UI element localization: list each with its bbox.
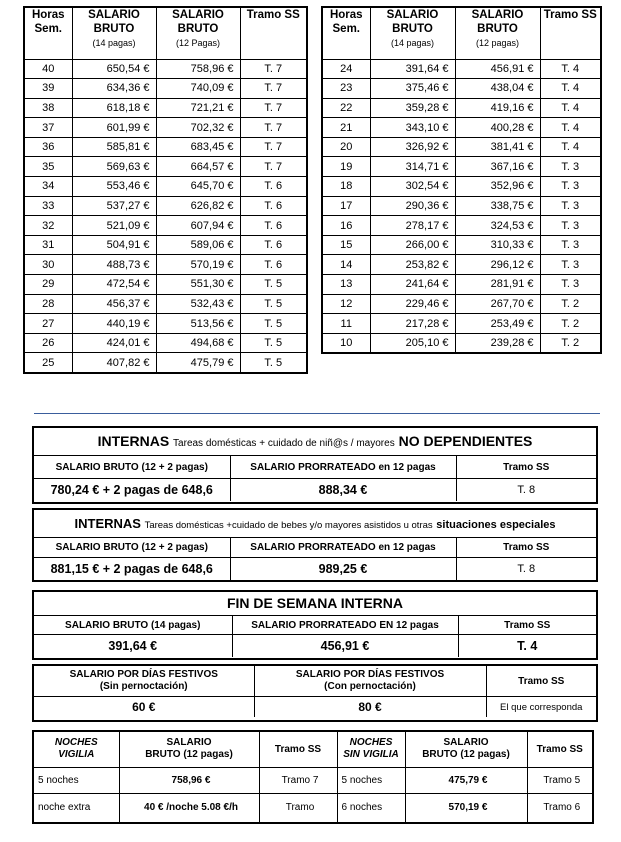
table-row bbox=[322, 98, 601, 118]
table-row bbox=[24, 157, 307, 177]
cell-tramo: T. 4 bbox=[540, 137, 601, 157]
cell-salario-14: 217,28 € bbox=[370, 314, 455, 334]
table-row bbox=[24, 333, 307, 353]
cell-salario-12: 721,21 € bbox=[156, 98, 240, 118]
cell-salario-14: 407,82 € bbox=[72, 353, 156, 373]
cell-salario-12: 281,91 € bbox=[455, 275, 540, 295]
col-salario-bruto: SALARIO BRUTO (12 + 2 pagas) bbox=[34, 456, 230, 479]
header-horas: Horas Sem. bbox=[322, 7, 370, 59]
noches-table bbox=[32, 730, 594, 824]
value-salario-prorrateado: 989,25 € bbox=[230, 558, 456, 581]
cell-horas: 19 bbox=[322, 157, 370, 177]
header-salario-12: SALARIO BRUTO (12 pagas) bbox=[455, 7, 540, 59]
cell-horas: 16 bbox=[322, 216, 370, 236]
table-row bbox=[322, 255, 601, 275]
table-row bbox=[24, 79, 307, 99]
cell-salario-14: 440,19 € bbox=[72, 314, 156, 334]
table-row bbox=[322, 294, 601, 314]
col-tramo: Tramo SS bbox=[518, 675, 565, 687]
table-row bbox=[322, 177, 601, 197]
cell-horas: 10 bbox=[322, 333, 370, 353]
header-salario-12: SALARIO BRUTO (12 Pagas) bbox=[156, 7, 240, 59]
cell-salario-14: 290,36 € bbox=[370, 196, 455, 216]
value-salario-bruto: 881,15 € + 2 pagas de 648,6 bbox=[34, 558, 230, 581]
cell-salario-12: 239,28 € bbox=[455, 333, 540, 353]
cell-tramo: T. 5 bbox=[240, 314, 307, 334]
value-tramo: T. 4 bbox=[458, 635, 596, 658]
cell-salario-12: 513,56 € bbox=[156, 314, 240, 334]
cell-tramo: T. 3 bbox=[540, 275, 601, 295]
cell-horas: 37 bbox=[24, 118, 72, 138]
table-row bbox=[322, 79, 601, 99]
box-title: FIN DE SEMANA INTERNA bbox=[34, 592, 596, 616]
cell-salario-14: 241,64 € bbox=[370, 275, 455, 295]
value-tramo: T. 8 bbox=[456, 479, 596, 502]
value-tramo: T. 8 bbox=[456, 558, 596, 581]
cell-salario-14: 229,46 € bbox=[370, 294, 455, 314]
table-row bbox=[33, 793, 593, 823]
cell-horas: 38 bbox=[24, 98, 72, 118]
cell-tramo: T. 5 bbox=[240, 275, 307, 295]
cell-salario-12: 367,16 € bbox=[455, 157, 540, 177]
cell-horas: 31 bbox=[24, 235, 72, 255]
table-row bbox=[322, 137, 601, 157]
cell-salario-12: 589,06 € bbox=[156, 235, 240, 255]
cell-horas: 32 bbox=[24, 216, 72, 236]
cell-salario-14: 488,73 € bbox=[72, 255, 156, 275]
cell-salario-12: 352,96 € bbox=[455, 177, 540, 197]
cell-salario-14: 343,10 € bbox=[370, 118, 455, 138]
table-row bbox=[24, 294, 307, 314]
header-salario-14: SALARIO BRUTO (14 pagas) bbox=[370, 7, 455, 59]
cell-salario-14: 521,09 € bbox=[72, 216, 156, 236]
col-salario-prorrateado: SALARIO PRORRATEADO en 12 pagas bbox=[230, 538, 456, 558]
cell-salario-14: 253,82 € bbox=[370, 255, 455, 275]
cell-salario-14: 601,99 € bbox=[72, 118, 156, 138]
cell-salario-14: 278,17 € bbox=[370, 216, 455, 236]
cell-horas: 20 bbox=[322, 137, 370, 157]
dias-festivos-box bbox=[32, 664, 598, 722]
cell-salario-14: 504,91 € bbox=[72, 235, 156, 255]
cell-salario-12: 758,96 € bbox=[156, 59, 240, 79]
cell-salario-14: 359,28 € bbox=[370, 98, 455, 118]
cell-salario-14: 585,81 € bbox=[72, 137, 156, 157]
col-festivos-con-pernoctacion: SALARIO POR DÍAS FESTIVOS (Con pernoctación) bbox=[254, 666, 486, 697]
value-salario-prorrateado: 456,91 € bbox=[232, 635, 458, 658]
cell-salario-14: 391,64 € bbox=[370, 59, 455, 79]
cell-tramo: T. 3 bbox=[540, 216, 601, 236]
cell-tramo: T. 6 bbox=[240, 196, 307, 216]
cell-tramo: T. 2 bbox=[540, 314, 601, 334]
header-tramo: Tramo SS bbox=[540, 7, 601, 59]
cell-tramo: T. 4 bbox=[540, 98, 601, 118]
cell-tramo: T. 3 bbox=[540, 177, 601, 197]
cell-salario-14: 302,54 € bbox=[370, 177, 455, 197]
cell-tramo: T. 6 bbox=[240, 216, 307, 236]
table-row bbox=[24, 235, 307, 255]
cell-horas: 17 bbox=[322, 196, 370, 216]
cell-horas: 11 bbox=[322, 314, 370, 334]
table-row bbox=[322, 235, 601, 255]
divider-line bbox=[34, 413, 600, 414]
cell-horas: 26 bbox=[24, 333, 72, 353]
cell-horas: 34 bbox=[24, 177, 72, 197]
cell-tramo: T. 6 bbox=[240, 255, 307, 275]
cell-tramo-sin-vigilia: Tramo 6 bbox=[527, 793, 593, 823]
cell-tramo: T. 7 bbox=[240, 98, 307, 118]
cell-salario-14: 472,54 € bbox=[72, 275, 156, 295]
cell-salario-12: 626,82 € bbox=[156, 196, 240, 216]
cell-horas: 14 bbox=[322, 255, 370, 275]
cell-salario-14: 618,18 € bbox=[72, 98, 156, 118]
header-salario-bruto: SALARIO BRUTO (12 pagas) bbox=[405, 731, 527, 767]
col-tramo: Tramo SS bbox=[456, 538, 596, 558]
cell-salario-14: 537,27 € bbox=[72, 196, 156, 216]
table-row bbox=[33, 767, 593, 793]
table-row bbox=[24, 137, 307, 157]
cell-salario-14: 205,10 € bbox=[370, 333, 455, 353]
cell-tramo: T. 5 bbox=[240, 353, 307, 373]
cell-horas: 40 bbox=[24, 59, 72, 79]
cell-salario-12: 338,75 € bbox=[455, 196, 540, 216]
salary-table-right bbox=[321, 6, 602, 354]
cell-tramo: T. 2 bbox=[540, 294, 601, 314]
box-title: INTERNAS Tareas domésticas + cuidado de niñ@s / mayores NO DEPENDIENTES bbox=[34, 428, 596, 456]
cell-tramo: T. 3 bbox=[540, 255, 601, 275]
cell-salario-12: 324,53 € bbox=[455, 216, 540, 236]
cell-salario-14: 314,71 € bbox=[370, 157, 455, 177]
cell-salario-sin-vigilia: 570,19 € bbox=[405, 793, 527, 823]
cell-noches-vigilia: 5 noches bbox=[33, 767, 119, 793]
cell-salario-vigilia: 40 € /noche 5.08 €/h bbox=[119, 793, 259, 823]
col-tramo: Tramo SS bbox=[458, 616, 596, 635]
cell-salario-12: 494,68 € bbox=[156, 333, 240, 353]
cell-salario-12: 419,16 € bbox=[455, 98, 540, 118]
cell-salario-12: 702,32 € bbox=[156, 118, 240, 138]
cell-horas: 35 bbox=[24, 157, 72, 177]
cell-tramo: T. 4 bbox=[540, 118, 601, 138]
fin-de-semana-box bbox=[32, 590, 598, 660]
table-row bbox=[24, 196, 307, 216]
internas-situaciones-especiales-box bbox=[32, 508, 598, 582]
cell-horas: 13 bbox=[322, 275, 370, 295]
cell-salario-12: 570,19 € bbox=[156, 255, 240, 275]
cell-tramo: T. 6 bbox=[240, 235, 307, 255]
cell-tramo: T. 7 bbox=[240, 118, 307, 138]
col-salario-bruto: SALARIO BRUTO (12 + 2 pagas) bbox=[34, 538, 230, 558]
cell-salario-12: 740,09 € bbox=[156, 79, 240, 99]
cell-horas: 12 bbox=[322, 294, 370, 314]
table-row bbox=[322, 59, 601, 79]
table-row bbox=[322, 333, 601, 353]
header-tramo: Tramo SS bbox=[259, 731, 337, 767]
header-horas: Horas Sem. bbox=[24, 7, 72, 59]
table-row bbox=[24, 177, 307, 197]
cell-salario-12: 267,70 € bbox=[455, 294, 540, 314]
cell-salario-12: 456,91 € bbox=[455, 59, 540, 79]
cell-tramo-vigilia: Tramo bbox=[259, 793, 337, 823]
cell-salario-12: 296,12 € bbox=[455, 255, 540, 275]
table-row bbox=[24, 275, 307, 295]
header-noches-sin-vigilia: NOCHES SIN VIGILIA bbox=[337, 731, 405, 767]
header-salario-bruto: SALARIO BRUTO (12 pagas) bbox=[119, 731, 259, 767]
cell-tramo: T. 3 bbox=[540, 196, 601, 216]
cell-horas: 33 bbox=[24, 196, 72, 216]
value-salario-bruto: 780,24 € + 2 pagas de 648,6 bbox=[34, 479, 230, 502]
cell-tramo: T. 7 bbox=[240, 79, 307, 99]
cell-tramo: T. 3 bbox=[540, 157, 601, 177]
table-row bbox=[24, 353, 307, 373]
cell-horas: 22 bbox=[322, 98, 370, 118]
cell-salario-12: 438,04 € bbox=[455, 79, 540, 99]
table-row bbox=[24, 98, 307, 118]
cell-salario-14: 634,36 € bbox=[72, 79, 156, 99]
cell-noches-sin-vigilia: 6 noches bbox=[337, 793, 405, 823]
cell-horas: 28 bbox=[24, 294, 72, 314]
cell-salario-12: 664,57 € bbox=[156, 157, 240, 177]
value-festivos-sin: 60 € bbox=[34, 697, 254, 718]
internas-no-dependientes-box bbox=[32, 426, 598, 504]
cell-noches-sin-vigilia: 5 noches bbox=[337, 767, 405, 793]
table-row bbox=[322, 275, 601, 295]
cell-tramo: T. 3 bbox=[540, 235, 601, 255]
cell-tramo-sin-vigilia: Tramo 5 bbox=[527, 767, 593, 793]
cell-tramo: T. 7 bbox=[240, 157, 307, 177]
cell-horas: 25 bbox=[24, 353, 72, 373]
cell-horas: 18 bbox=[322, 177, 370, 197]
cell-horas: 39 bbox=[24, 79, 72, 99]
cell-salario-14: 424,01 € bbox=[72, 333, 156, 353]
box-title: INTERNAS Tareas domésticas +cuidado de bebes y/o mayores asistidos u otras situaciones especiales bbox=[34, 510, 596, 538]
table-row bbox=[24, 216, 307, 236]
cell-salario-vigilia: 758,96 € bbox=[119, 767, 259, 793]
cell-salario-12: 607,94 € bbox=[156, 216, 240, 236]
value-festivos-con: 80 € bbox=[254, 697, 486, 718]
cell-salario-12: 310,33 € bbox=[455, 235, 540, 255]
cell-tramo: T. 7 bbox=[240, 59, 307, 79]
table-row bbox=[322, 157, 601, 177]
salary-table-left bbox=[23, 6, 308, 374]
table-row bbox=[322, 196, 601, 216]
cell-salario-12: 400,28 € bbox=[455, 118, 540, 138]
header-noches-vigilia: NOCHES VIGILIA bbox=[33, 731, 119, 767]
table-row bbox=[24, 118, 307, 138]
cell-salario-12: 475,79 € bbox=[156, 353, 240, 373]
col-salario-bruto: SALARIO BRUTO (14 pagas) bbox=[34, 616, 232, 635]
cell-salario-14: 266,00 € bbox=[370, 235, 455, 255]
table-row bbox=[322, 216, 601, 236]
cell-salario-14: 326,92 € bbox=[370, 137, 455, 157]
table-row bbox=[322, 314, 601, 334]
table-row bbox=[24, 314, 307, 334]
cell-salario-12: 645,70 € bbox=[156, 177, 240, 197]
cell-salario-14: 569,63 € bbox=[72, 157, 156, 177]
cell-salario-14: 553,46 € bbox=[72, 177, 156, 197]
cell-horas: 23 bbox=[322, 79, 370, 99]
cell-horas: 24 bbox=[322, 59, 370, 79]
cell-salario-12: 532,43 € bbox=[156, 294, 240, 314]
cell-tramo: T. 7 bbox=[240, 137, 307, 157]
col-salario-prorrateado: SALARIO PRORRATEADO en 12 pagas bbox=[230, 456, 456, 479]
cell-salario-14: 375,46 € bbox=[370, 79, 455, 99]
header-salario-14: SALARIO BRUTO (14 pagas) bbox=[72, 7, 156, 59]
header-tramo: Tramo SS bbox=[527, 731, 593, 767]
value-salario-bruto: 391,64 € bbox=[34, 635, 232, 658]
cell-horas: 21 bbox=[322, 118, 370, 138]
cell-salario-sin-vigilia: 475,79 € bbox=[405, 767, 527, 793]
cell-tramo: T. 6 bbox=[240, 177, 307, 197]
cell-tramo-vigilia: Tramo 7 bbox=[259, 767, 337, 793]
cell-salario-14: 650,54 € bbox=[72, 59, 156, 79]
cell-horas: 30 bbox=[24, 255, 72, 275]
table-row bbox=[322, 118, 601, 138]
col-salario-prorrateado: SALARIO PRORRATEADO EN 12 pagas bbox=[232, 616, 458, 635]
value-salario-prorrateado: 888,34 € bbox=[230, 479, 456, 502]
col-tramo: Tramo SS bbox=[456, 456, 596, 479]
cell-tramo: T. 4 bbox=[540, 59, 601, 79]
cell-salario-12: 683,45 € bbox=[156, 137, 240, 157]
header-tramo: Tramo SS bbox=[240, 7, 307, 59]
cell-salario-14: 456,37 € bbox=[72, 294, 156, 314]
cell-horas: 36 bbox=[24, 137, 72, 157]
table-row bbox=[24, 255, 307, 275]
cell-salario-12: 551,30 € bbox=[156, 275, 240, 295]
cell-horas: 27 bbox=[24, 314, 72, 334]
cell-tramo: T. 2 bbox=[540, 333, 601, 353]
cell-noches-vigilia: noche extra bbox=[33, 793, 119, 823]
cell-tramo: T. 4 bbox=[540, 79, 601, 99]
cell-horas: 15 bbox=[322, 235, 370, 255]
cell-horas: 29 bbox=[24, 275, 72, 295]
cell-tramo: T. 5 bbox=[240, 333, 307, 353]
cell-salario-12: 253,49 € bbox=[455, 314, 540, 334]
value-tramo: El que corresponda bbox=[486, 697, 596, 718]
col-festivos-sin-pernoctacion: SALARIO POR DÍAS FESTIVOS (Sin pernoctación) bbox=[34, 666, 254, 697]
cell-salario-12: 381,41 € bbox=[455, 137, 540, 157]
cell-tramo: T. 5 bbox=[240, 294, 307, 314]
table-row bbox=[24, 59, 307, 79]
